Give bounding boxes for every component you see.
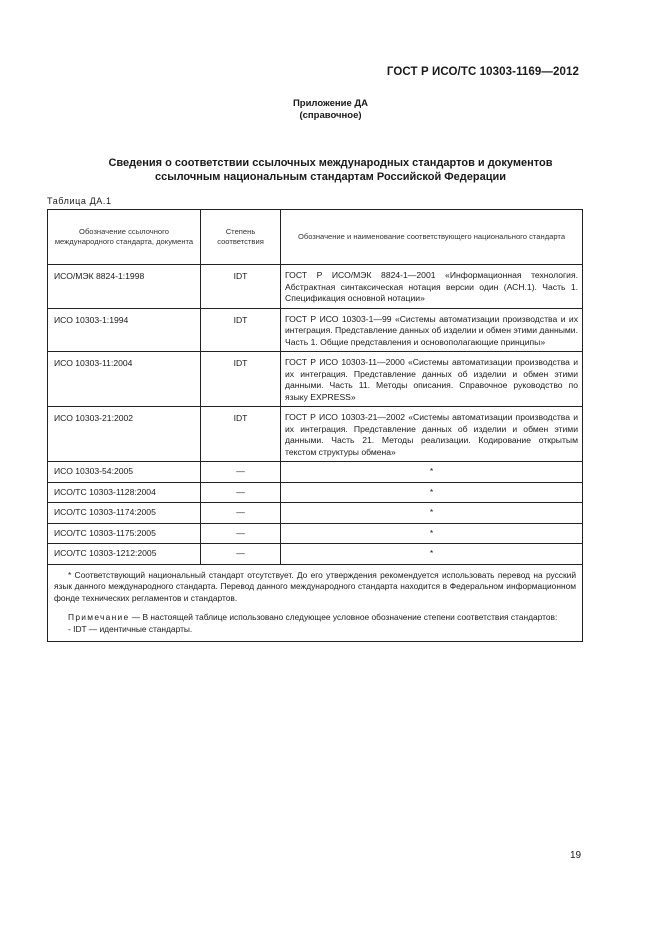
cell-degree: — (201, 523, 281, 544)
cell-national: ГОСТ Р ИСО 10303-11—2000 «Системы автоматизации производства и их интеграция. Представление данных об изделии и обмен этими данными. Часть 11. Методы описания. Справочное руководство по языку EXPRESS» (281, 352, 583, 407)
cell-national: ГОСТ Р ИСО 10303-21—2002 «Системы автоматизации производства и их интеграция. Представление данных об изделии и обмен этими данными. Часть 21. Методы реализации. Кодирование открытым текстом структуры обмена» (281, 407, 583, 462)
table-row (48, 462, 583, 483)
page-number: 19 (570, 850, 582, 861)
cell-degree: IDT (201, 352, 281, 407)
cell-reference: ИСО 10303-54:2005 (48, 462, 201, 483)
cell-reference: ИСО/ТС 10303-1128:2004 (48, 482, 201, 503)
cell-reference: ИСО 10303-21:2002 (48, 407, 201, 462)
cell-reference: ИСО 10303-11:2004 (48, 352, 201, 407)
correspondence-table (47, 209, 583, 642)
cell-degree: IDT (201, 407, 281, 462)
table-row (48, 265, 583, 309)
table-caption: Таблица ДА.1 (47, 196, 112, 206)
table-row (48, 544, 583, 565)
appendix-title: Приложение ДА (292, 98, 369, 109)
cell-degree: — (201, 544, 281, 565)
table-row (48, 523, 583, 544)
cell-reference: ИСО/ТС 10303-1175:2005 (48, 523, 201, 544)
cell-national: * (281, 523, 583, 544)
cell-degree: — (201, 482, 281, 503)
table-notes (48, 564, 583, 642)
cell-national: * (281, 462, 583, 483)
cell-reference: ИСО/ТС 10303-1212:2005 (48, 544, 201, 565)
section-title-line-2: ссылочным национальным стандартам Российской Федерации (154, 171, 507, 183)
table-row (48, 352, 583, 407)
header-degree: Степень соответствия (201, 210, 281, 265)
appendix-subtitle: (справочное) (299, 110, 362, 121)
note-text: — В настоящей таблице использовано следующее условное обозначение степени соответствия стандартов: (129, 612, 558, 622)
cell-degree: — (201, 503, 281, 524)
section-title (0, 156, 661, 184)
cell-degree: — (201, 462, 281, 483)
cell-reference: ИСО 10303-1:1994 (48, 308, 201, 352)
cell-national: * (281, 503, 583, 524)
note-label: Примечание (68, 612, 130, 622)
table-row (48, 308, 583, 352)
note-item: - IDT — идентичные стандарты. (68, 623, 193, 634)
note (54, 612, 576, 624)
table-row (48, 407, 583, 462)
header-national-standard: Обозначение и наименование соответствующего национального стандарта (281, 210, 583, 265)
header-reference-standard: Обозначение ссылочного международного стандарта, документа (48, 210, 201, 265)
table-row (48, 503, 583, 524)
cell-national: * (281, 482, 583, 503)
cell-degree: IDT (201, 308, 281, 352)
cell-degree: IDT (201, 265, 281, 309)
table-header-row (48, 210, 583, 265)
cell-reference: ИСО/ТС 10303-1174:2005 (48, 503, 201, 524)
cell-reference: ИСО/МЭК 8824-1:1998 (48, 265, 201, 309)
cell-national: * (281, 544, 583, 565)
cell-national: ГОСТ Р ИСО 10303-1—99 «Системы автоматизации производства и их интеграция. Представление данных об изделии и обмен этими данными. Часть 1. Общие представления и основополагающие принципы» (281, 308, 583, 352)
section-title-line-1: Сведения о соответствии ссылочных международных стандартов и документов (108, 157, 553, 169)
cell-national: ГОСТ Р ИСО/МЭК 8824-1—2001 «Информационная технология. Абстрактная синтаксическая нотация версии один (АСН.1). Часть 1. Спецификация основной нотации» (281, 265, 583, 309)
table-row (48, 482, 583, 503)
table-notes-row (48, 564, 583, 642)
footnote: * Соответствующий национальный стандарт отсутствует. До его утверждения рекомендуется использовать перевод на русский язык данного международного стандарта. Перевод данного международного стандарта находится в Федеральном информационном фонде технических регламентов и стандартов. (54, 569, 576, 603)
document-code: ГОСТ Р ИСО/ТС 10303-1169—2012 (386, 66, 579, 78)
appendix-heading (0, 98, 661, 122)
